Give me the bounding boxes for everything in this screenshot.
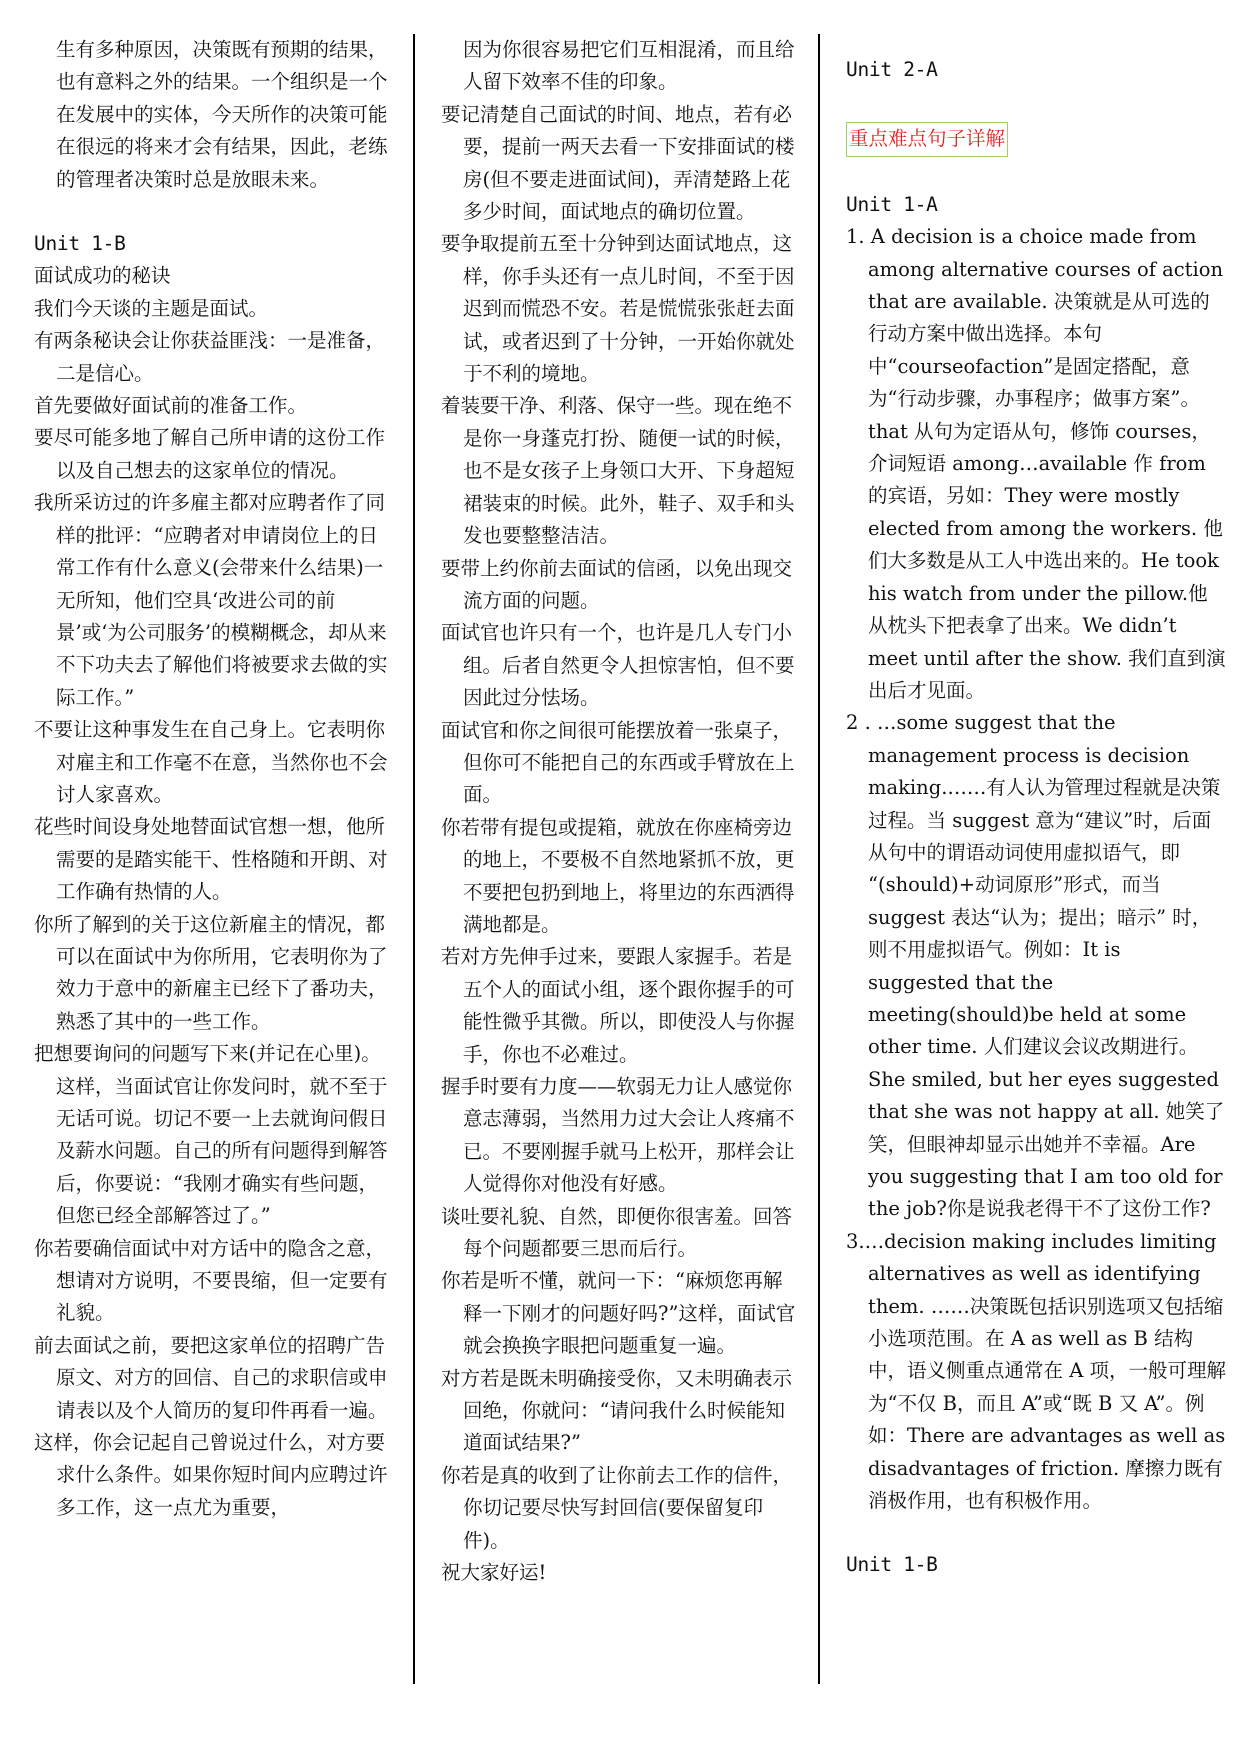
paragraph: 把想要询问的问题写下来(并记在心里)。这样，当面试官让你发问时，就不至于无话可说。切记不要一上去就询问假日及薪水问题。自己的所有问题得到解答后，你要说：“我刚才确实有些问题，但您已经全部解答过了。” [34,1042,388,1228]
column-divider-left [413,34,415,1684]
paragraph: 要尽可能多地了解自己所申请的这份工作以及自己想去的这家单位的情况。 [34,426,386,482]
unit-label: Unit 1-A [846,192,938,216]
column-3 [846,34,1226,1582]
paragraph: 面试官也许只有一个，也许是几人专门小组。后者自然更令人担惊害怕，但不要因此过分怯场。 [441,621,795,710]
continued-paragraph: 因为你很容易把它们互相混淆，而且给人留下效率不佳的印象。 [463,38,795,94]
paragraph: 你若是听不懂，就问一下：“麻烦您再解释一下刚才的问题好吗?”这样，面试官就会换换字眼把问题重复一遍。 [441,1269,796,1358]
highlighted-heading: 重点难点句子详解 [846,122,1008,156]
unit-label-top: Unit 2-A [846,58,938,81]
paragraph: 这样，你会记起自己曾说过什么，对方要求什么条件。如果你短时间内应聘过许多工作，这一点尤为重要， [34,1431,388,1519]
paragraph: 不要让这种事发生在自己身上。它表明你对雇主和工作毫不在意，当然你也不会讨人家喜欢。 [34,718,388,806]
paragraph: 有两条秘诀会让你获益匪浅：一是准备，二是信心。 [34,329,386,385]
column-1 [34,34,389,1524]
unit-label-bottom: Unit 1-B [846,1553,938,1577]
paragraph: 你若是真的收到了让你前去工作的信件，你切记要尽快写封回信(要保留复印件)。 [441,1463,793,1552]
paragraph: 你若要确信面试中对方话中的隐含之意，想请对方说明，不要畏缩，但一定要有礼貌。 [34,1236,388,1325]
paragraph: 我所采访过的许多雇主都对应聘者作了同样的批评：“应聘者对申请岗位上的日常工作有什么意义(会带来什么结果)一无所知，他们空具‘改进公司的前景’或‘为公司服务’的模糊概念，却从来不下功夫去了解他们将被要求去做的实际工作。” [34,491,388,709]
paragraph: 谈吐要礼貌、自然，即便你很害羞。回答每个问题都要三思而后行。 [441,1204,793,1261]
column-2 [441,34,797,1590]
paragraph: 着装要干净、利落、保守一些。现在绝不是你一身蓬克打扮、随便一试的时候，也不是女孩子上身领口大开、下身超短裙装束的时候。此外，鞋子、双手和头发也要整整洁洁。 [441,394,795,548]
unit-label: Unit 1-B [34,232,126,256]
column-divider-right [818,34,820,1684]
paragraph: 若对方先伸手过来，要跟人家握手。若是五个人的面试小组，逐个跟你握手的可能性微乎其微。所以，即使没人与你握手，你也不必难过。 [441,945,795,1066]
paragraph: 面试官和你之间很可能摆放着一张桌子，但你可不能把自己的东西或手臂放在上面。 [441,718,795,807]
section-title: 面试成功的秘诀 [34,264,171,288]
paragraph: 要记清楚自己面试的时间、地点，若有必要，提前一两天去看一下安排面试的楼房(但不要走进面试间)，弄清楚路上花多少时间，面试地点的确切位置。 [441,102,795,224]
paragraph: 握手时要有力度——软弱无力让人感觉你意志薄弱，当然用力过大会让人疼痛不已。不要刚握手就马上松开，那样会让人觉得你对他没有好感。 [441,1075,795,1196]
explanation-item: 2 . …some suggest that the management process is decision making.……有人认为管理过程就是决策过程。当 suggest 意为“建议”时，后面从句中的谓语动词使用虚拟语气，即 “(should)+动词原形”形式，而当 suggest 表达“认为；提出；暗示” 时，则不用虚拟语气。例如：It is suggested that the meeting(should)be held at some other time. 人们建议会议改期进行。She smiled, but her eyes suggested that she was not happy at all. 她笑了笑，但眼神却显示出她并不幸福。Are you suggesting that I am too old for the job?你是说我老得干不了这份工作? [846,711,1225,1221]
paragraph: 首先要做好面试前的准备工作。 [34,394,308,418]
continued-paragraph: 生有多种原因，决策既有预期的结果，也有意料之外的结果。一个组织是一个在发展中的实体，今天所作的决策可能在很远的将来才会有结果，因此，老练的管理者决策时总是放眼未来。 [56,38,388,191]
paragraph: 要带上约你前去面试的信函，以免出现交流方面的问题。 [441,556,793,612]
paragraph: 你若带有提包或提箱，就放在你座椅旁边的地上，不要极不自然地紧抓不放，更不要把包扔到地上，将里边的东西洒得满地都是。 [441,815,795,936]
paragraph: 对方若是既未明确接受你，又未明确表示回绝，你就问：“请问我什么时候能知道面试结果?” [441,1366,793,1455]
paragraph: 花些时间设身处地替面试官想一想，他所需要的是踏实能干、性格随和开朗、对工作确有热情的人。 [34,815,388,904]
explanation-item: 3.…decision making includes limiting alternatives as well as identifying them. ……决策既包括识别选项又包括缩小选项范围。在 A as well as B 结构中，语义侧重点通常在 A 项，一般可理解为“不仅 B，而且 A”或“既 B 又 A”。例如：There are advantages as well as disadvantages of friction. 摩擦力既有消极作用，也有积极作用。 [846,1229,1226,1513]
paragraph: 前去面试之前，要把这家单位的招聘广告原文、对方的回信、自己的求职信或申请表以及个人简历的复印件再看一遍。 [34,1333,388,1422]
paragraph: 要争取提前五至十分钟到达面试地点，这样，你手头还有一点儿时间，不至于因迟到而慌恐不安。若是慌慌张张赶去面试，或者迟到了十分钟，一开始你就处于不利的境地。 [441,232,795,386]
closing-line: 祝大家好运! [441,1561,547,1585]
paragraph: 你所了解到的关于这位新雇主的情况，都可以在面试中为你所用，它表明你为了效力于意中的新雇主已经下了番功夫，熟悉了其中的一些工作。 [34,912,388,1033]
paragraph: 我们今天谈的主题是面试。 [34,296,269,320]
explanation-item: 1. A decision is a choice made from among alternative courses of action that are available. 决策就是从可选的行动方案中做出选择。本句中“courseofaction”是固定搭配，意为“行动步骤，办事程序；做事方案”。that 从句为定语从句，修饰 courses，介词短语 among…available 作 from 的宾语，另如：They were mostly elected from among the workers. 他们大多数是从工人中选出来的。He took his watch from under the pillow.他从枕头下把表拿了出来。We didn’t meet until after the show. 我们直到演出后才见面。 [846,225,1226,702]
